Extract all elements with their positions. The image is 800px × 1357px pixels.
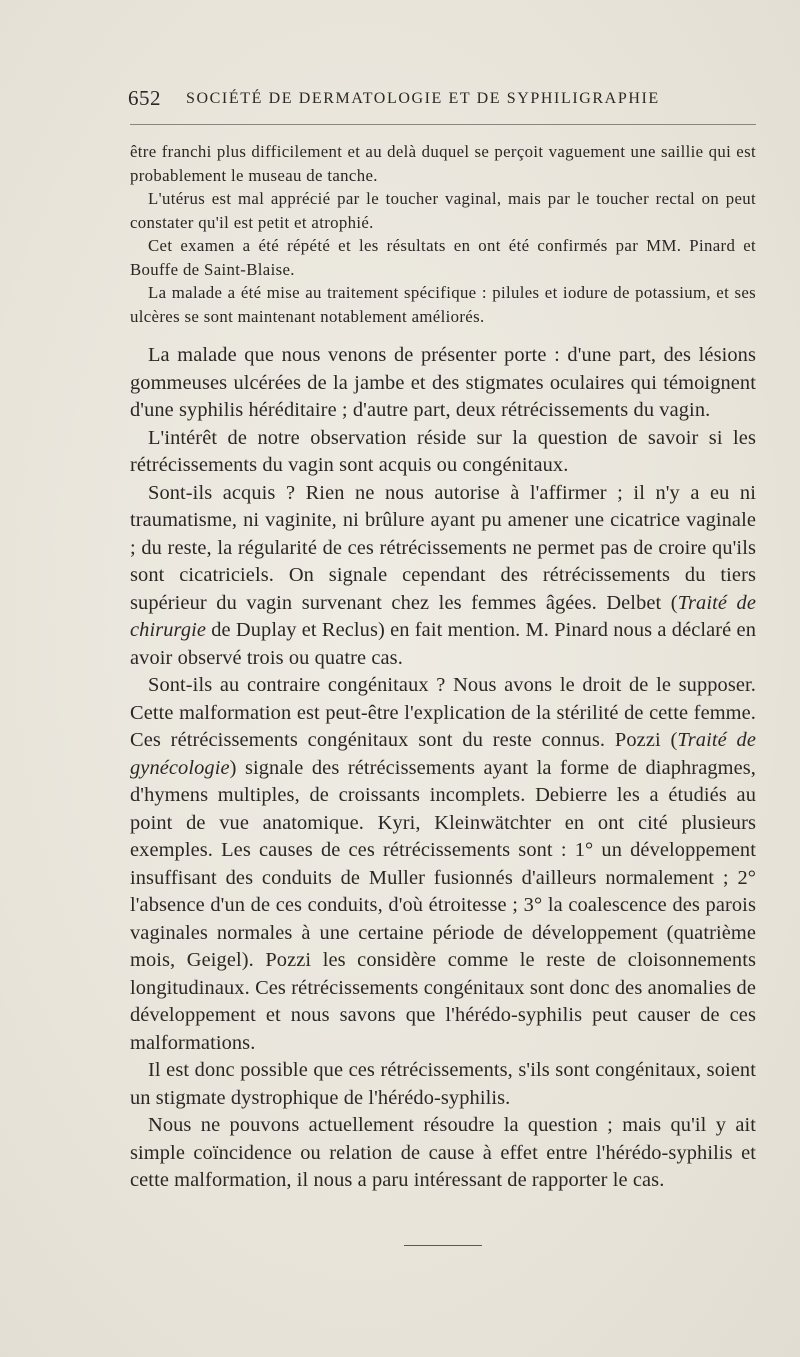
page-header (128, 84, 758, 114)
text-run: ) signale des rétrécissements ayant la forme de diaphragmes, d'hymens multiples, de croissants incomplets. Debierre les a étudiés au point de vue anatomique. Kyri, Kleinwätchter en ont cité plusieurs exemples. Les causes de ces rétrécissements sont : 1° un développement insuffisant des conduits de Muller fusionnés d'ailleurs normalement ; 2° l'absence d'un de ces conduits, d'où étroitesse ; 3° la coalescence des parois vaginales normales à une certaine période de développement (quatrième mois, Geigel). Pozzi les considère comme le reste de cloisonnements longitudinaux. Ces rétrécissements congénitaux sont donc des anomalies de développement et nous savons que l'hérédo-syphilis peut causer de ces malformations. (130, 756, 756, 1054)
text-run: de Duplay et Reclus) en fait mention. M. Pinard nous a déclaré en avoir observé trois ou quatre cas. (130, 619, 756, 669)
page-number: 652 (128, 86, 161, 110)
observation-notes (130, 140, 756, 328)
small-paragraph: être franchi plus difficilement et au delà duquel se perçoit vaguement une saillie qui est probablement le museau de tanche. (130, 142, 756, 185)
text-run: Sont-ils au contraire congénitaux ? Nous avons le droit de le supposer. Cette malformation est peut-être l'explication de la stérilité de cette femme. Ces rétrécissements congénitaux sont du reste connus. Pozzi ( (130, 674, 756, 751)
end-rule (404, 1245, 482, 1246)
small-paragraph: La malade a été mise au traitement spécifique : pilules et iodure de potassium, et ses ulcères se sont maintenant notablement améliorés. (130, 283, 756, 326)
running-title: SOCIÉTÉ DE DERMATOLOGIE ET DE SYPHILIGRAPHIE (186, 90, 660, 107)
small-paragraph: Cet examen a été répété et les résultats en ont été confirmés par MM. Pinard et Bouffe de Saint-Blaise. (130, 236, 756, 279)
text-run: Sont-ils acquis ? Rien ne nous autorise à l'affirmer ; il n'y a eu ni traumatisme, ni vaginite, ni brûlure ayant pu amener une cicatrice vaginale ; du reste, la régularité de ces rétrécissements ne permet pas de croire qu'ils sont cicatriciels. On signale cependant des rétrécissements du tiers supérieur du vagin survenant chez les femmes âgées. Delbet ( (130, 481, 756, 614)
small-paragraph: L'utérus est mal apprécié par le toucher vaginal, mais par le toucher rectal on peut constater qu'il est petit et atrophié. (130, 189, 756, 232)
main-paragraph: L'intérêt de notre observation réside sur la question de savoir si les rétrécissements du vagin sont acquis ou congénitaux. (130, 426, 756, 476)
main-discussion (130, 342, 756, 1195)
italic-title: Traité de chirurgie (130, 591, 756, 641)
main-paragraph (130, 480, 756, 673)
italic-title: Traité de gynécologie (130, 729, 756, 779)
main-paragraph: Nous ne pouvons actuellement résoudre la question ; mais qu'il y ait simple coïncidence ou relation de cause à effet entre l'hérédo-syphilis et cette malformation, il nous a paru intéressant de rapporter le cas. (130, 1114, 756, 1191)
main-paragraph: La malade que nous venons de présenter porte : d'une part, des lésions gommeuses ulcérées de la jambe et des stigmates oculaires qui témoignent d'une syphilis héréditaire ; d'autre part, deux rétrécissements du vagin. (130, 344, 756, 421)
main-paragraph: Il est donc possible que ces rétrécissements, s'ils sont congénitaux, soient un stigmate dystrophique de l'hérédo-syphilis. (130, 1059, 756, 1109)
header-rule (130, 124, 756, 125)
main-paragraph (130, 672, 756, 1057)
